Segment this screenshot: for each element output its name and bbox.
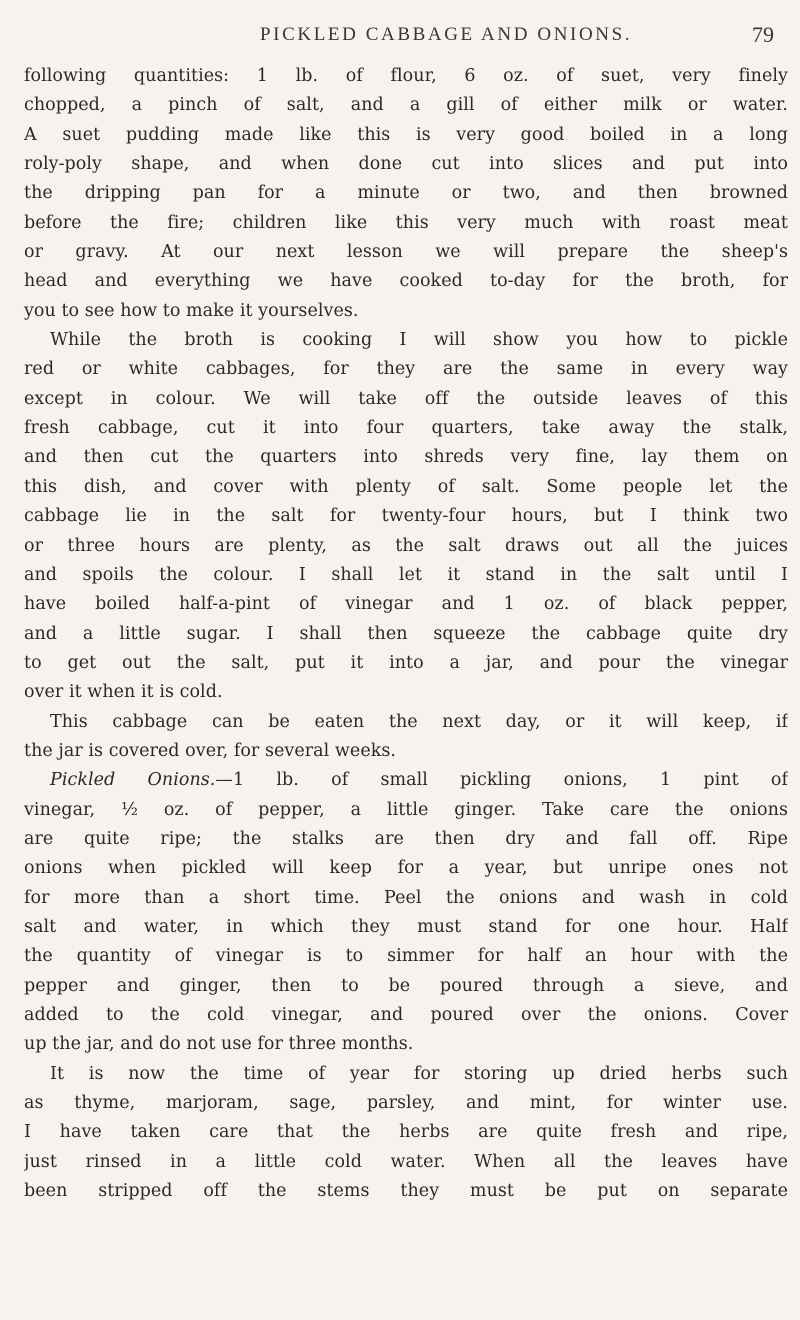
text-line: over it when it is cold. [24, 682, 223, 703]
text-line: you to see how to make it yourselves. [24, 300, 359, 321]
text-line: red or white cabbages, for they are the same in every way [24, 359, 788, 380]
text-line: pepper and ginger, then to be poured through a sieve, and [24, 975, 788, 996]
text-line: up the jar, and do not use for three months. [24, 1034, 414, 1055]
text-line: A suet pudding made like this is very good boiled in a long [24, 124, 788, 145]
text-line: have boiled half-a-pint of vinegar and 1 oz. of black pepper, [24, 594, 788, 615]
section-heading-pickled-onions: Pickled Onions. [50, 770, 216, 791]
running-head [0, 24, 800, 54]
text-line: This cabbage can be eaten the next day, or it will keep, if [50, 711, 788, 732]
text-line: cabbage lie in the salt for twenty-four hours, but I think two [24, 506, 788, 527]
text-line-pickled-onions [24, 766, 788, 795]
text-line: It is now the time of year for storing up dried herbs such [50, 1063, 788, 1084]
text-line: and then cut the quarters into shreds very fine, lay them on [24, 447, 788, 468]
text-line: head and everything we have cooked to-day for the broth, for [24, 271, 788, 292]
running-title: PICKLED CABBAGE AND ONIONS. [260, 24, 633, 45]
text-line: added to the cold vinegar, and poured over the onions. Cover [24, 1005, 788, 1025]
text-line: just rinsed in a little cold water. When all the leaves have [24, 1151, 788, 1172]
text-line: been stripped off the stems they must be put on separate [24, 1181, 788, 1202]
text-line: following quantities: 1 lb. of flour, 6 oz. of suet, very finely [24, 66, 788, 86]
text-line: vinegar, ½ oz. of pepper, a little ginger. Take care the onions [24, 799, 788, 820]
text-line: roly-poly shape, and when done cut into slices and put into [24, 154, 788, 175]
text-line: are quite ripe; the stalks are then dry and fall off. Ripe [24, 828, 788, 849]
text-line: onions when pickled will keep for a year, but unripe ones not [24, 858, 788, 879]
text-line: the quantity of vinegar is to simmer for half an hour with the [24, 946, 788, 967]
text-line: fresh cabbage, cut it into four quarters, take away the stalk, [24, 418, 788, 439]
text-line: I have taken care that the herbs are quite fresh and ripe, [24, 1122, 788, 1143]
text-line: salt and water, in which they must stand for one hour. Half [24, 916, 788, 937]
text-line: and a little sugar. I shall then squeeze the cabbage quite dry [24, 623, 788, 644]
text-line: or gravy. At our next lesson we will prepare the sheep's [24, 242, 788, 263]
text-line: this dish, and cover with plenty of salt. Some people let the [24, 476, 788, 497]
text-line: as thyme, marjoram, sage, parsley, and mint, for winter use. [24, 1093, 788, 1114]
text-line: While the broth is cooking I will show you how to pickle [50, 330, 788, 351]
text-line-continuation: —1 lb. of small pickling onions, 1 pint of [215, 770, 788, 791]
text-line: chopped, a pinch of salt, and a gill of either milk or water. [24, 95, 788, 116]
text-line: before the fire; children like this very much with roast meat [24, 212, 788, 233]
text-line: for more than a short time. Peel the onions and wash in cold [24, 887, 788, 908]
text-line: to get out the salt, put it into a jar, and pour the vinegar [24, 652, 788, 673]
body-text [24, 62, 788, 1206]
page-number: 79 [752, 22, 774, 47]
text-line: and spoils the colour. I shall let it stand in the salt until I [24, 564, 788, 585]
text-line: or three hours are plenty, as the salt draws out all the juices [24, 535, 788, 556]
text-line: the dripping pan for a minute or two, and then browned [24, 183, 788, 204]
text-line: the jar is covered over, for several weeks. [24, 740, 397, 761]
text-line: except in colour. We will take off the outside leaves of this [24, 388, 788, 409]
